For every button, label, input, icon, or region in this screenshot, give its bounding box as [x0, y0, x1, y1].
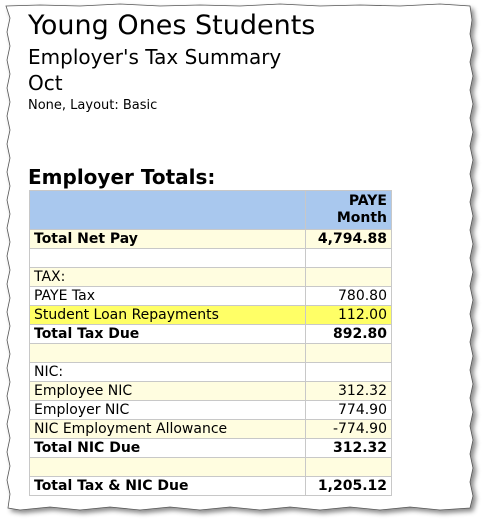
row-label: NIC: [30, 363, 306, 382]
table-row [30, 382, 392, 401]
table-row [30, 268, 392, 287]
table-row [30, 420, 392, 439]
table-body [30, 230, 392, 496]
row-label: Employer NIC [30, 401, 306, 420]
table-row [30, 458, 392, 477]
employer-totals-table [29, 190, 392, 496]
row-label: Total Tax & NIC Due [30, 477, 306, 496]
section-heading: Employer Totals: [28, 165, 216, 189]
row-value: 4,794.88 [305, 230, 391, 249]
row-label: TAX: [30, 268, 306, 287]
row-value: 1,205.12 [305, 477, 391, 496]
row-value [305, 268, 391, 287]
row-value: 780.80 [305, 287, 391, 306]
table-row [30, 439, 392, 458]
report-title: Young Ones Students [28, 10, 316, 41]
table-row [30, 477, 392, 496]
paye-month-column-header [305, 191, 391, 230]
table-row [30, 249, 392, 268]
column-header-line1: PAYE [348, 193, 387, 209]
row-value [305, 458, 391, 477]
row-value: 774.90 [305, 401, 391, 420]
table-row [30, 306, 392, 325]
table-header-row [30, 191, 392, 230]
row-label [30, 458, 306, 477]
row-value: 892.80 [305, 325, 391, 344]
table-row [30, 287, 392, 306]
row-value: 312.32 [305, 382, 391, 401]
row-label: Student Loan Repayments [30, 306, 306, 325]
row-label: Total NIC Due [30, 439, 306, 458]
row-value: 312.32 [305, 439, 391, 458]
row-value: 112.00 [305, 306, 391, 325]
report-subtitle: Employer's Tax Summary [28, 45, 282, 69]
row-label: PAYE Tax [30, 287, 306, 306]
report-header [28, 10, 468, 115]
row-label [30, 249, 306, 268]
row-label: Total Net Pay [30, 230, 306, 249]
row-label: NIC Employment Allowance [30, 420, 306, 439]
table-row [30, 344, 392, 363]
table-row [30, 401, 392, 420]
row-value [305, 344, 391, 363]
label-column-header [30, 191, 306, 230]
row-value [305, 363, 391, 382]
row-label [30, 344, 306, 363]
report-filter: None, Layout: Basic [28, 98, 158, 113]
table-row [30, 325, 392, 344]
table-row [30, 363, 392, 382]
row-value [305, 249, 391, 268]
table-row [30, 230, 392, 249]
column-header-line2: Month [336, 210, 387, 226]
row-label: Employee NIC [30, 382, 306, 401]
row-label: Total Tax Due [30, 325, 306, 344]
report-period: Oct [28, 71, 63, 95]
row-value: -774.90 [305, 420, 391, 439]
